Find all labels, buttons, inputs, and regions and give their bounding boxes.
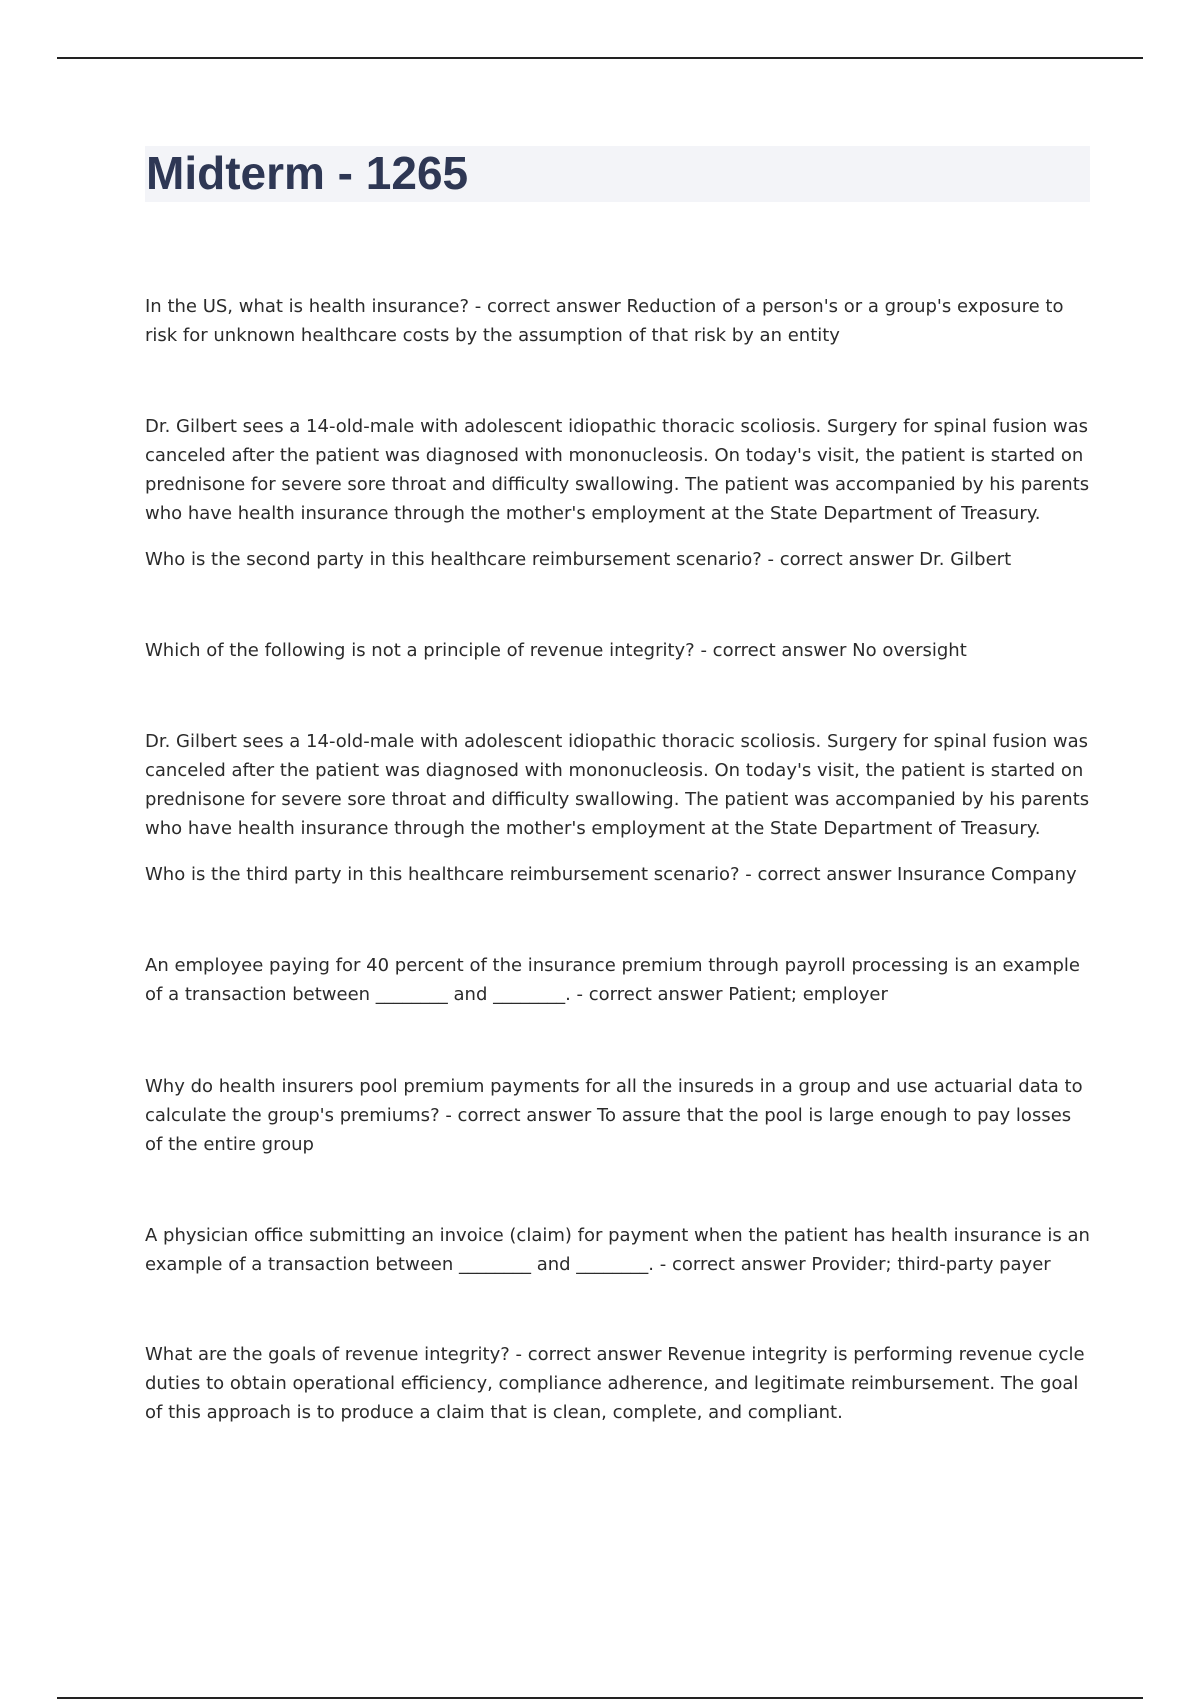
qa-item: Which of the following is not a principle of revenue integrity? - correct answer No oversight	[145, 640, 967, 661]
top-rule	[57, 57, 1143, 59]
qa-item: Why do health insurers pool premium payments for all the insureds in a group and use actuarial data to calculate the group's premiums? - correct answer To assure that the pool is large enough to pay losses of the entire group	[145, 1076, 1083, 1155]
qa-item: Who is the third party in this healthcare reimbursement scenario? - correct answer Insurance Company	[145, 864, 1077, 885]
qa-item: What are the goals of revenue integrity? - correct answer Revenue integrity is performing revenue cycle duties to obtain operational efficiency, compliance adherence, and legitimate reimbursement. The goal of this approach is to produce a claim that is clean, complete, and compliant.	[145, 1344, 1085, 1423]
page-title: Midterm - 1265	[146, 147, 469, 199]
scenario-paragraph: Dr. Gilbert sees a 14-old-male with adolescent idiopathic thoracic scoliosis. Surgery for spinal fusion was canceled after the patient was diagnosed with mononucleosis. On today's visit, the patient is started on prednisone for severe sore throat and difficulty swallowing. The patient was accompanied by his parents who have health insurance through the mother's employment at the State Department of Treasury.	[145, 416, 1090, 524]
qa-item: An employee paying for 40 percent of the insurance premium through payroll processing is an example of a transaction between ________ and ________. - correct answer Patient; employer	[145, 955, 1080, 1005]
qa-item: Who is the second party in this healthcare reimbursement scenario? - correct answer Dr. Gilbert	[145, 549, 1012, 570]
scenario-paragraph: Dr. Gilbert sees a 14-old-male with adolescent idiopathic thoracic scoliosis. Surgery for spinal fusion was canceled after the patient was diagnosed with mononucleosis. On today's visit, the patient is started on prednisone for severe sore throat and difficulty swallowing. The patient was accompanied by his parents who have health insurance through the mother's employment at the State Department of Treasury.	[145, 731, 1090, 839]
bottom-rule	[57, 1697, 1143, 1699]
qa-item: A physician office submitting an invoice (claim) for payment when the patient has health insurance is an example of a transaction between ________ and ________. - correct answer Provider; third-party payer	[145, 1225, 1090, 1275]
qa-item: In the US, what is health insurance? - correct answer Reduction of a person's or a group's exposure to risk for unknown healthcare costs by the assumption of that risk by an entity	[145, 296, 1064, 346]
